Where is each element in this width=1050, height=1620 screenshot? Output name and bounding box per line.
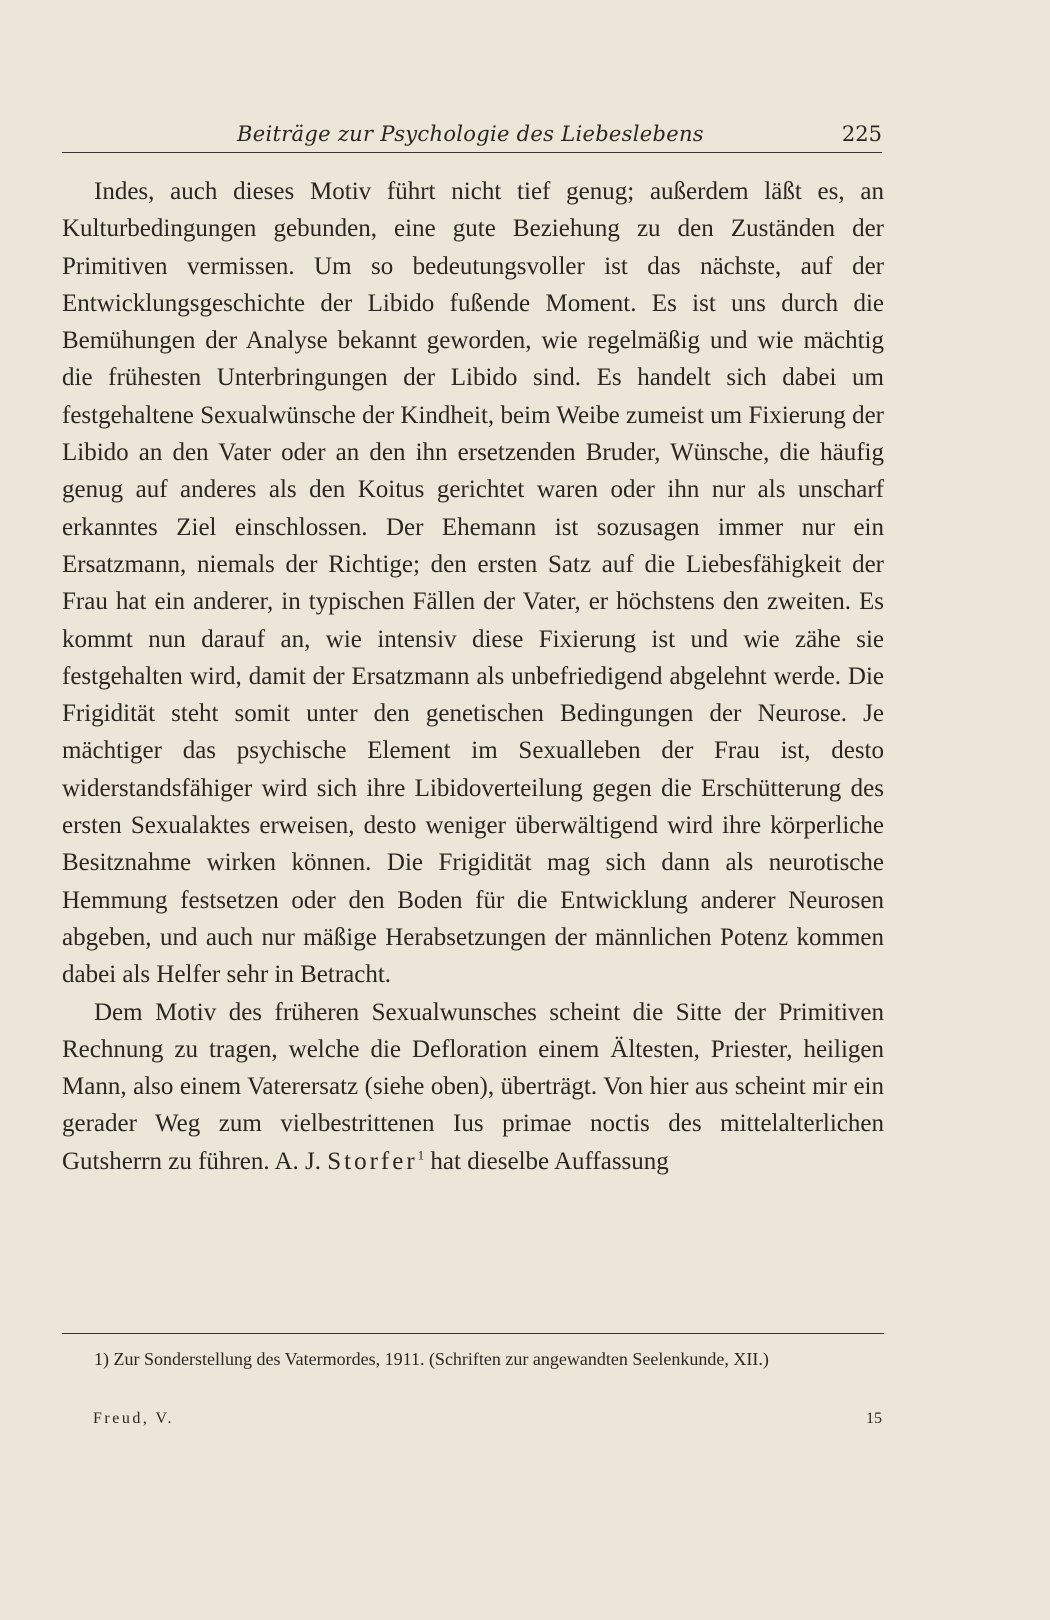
paragraph-1: Indes, auch dieses Motiv führt nicht tief genug; außerdem läßt es, an Kulturbedingungen gebunden, eine gute Beziehung zu den Zuständen der Primitiven vermissen. Um so bedeutungsvoller ist das nächste, auf der Entwicklungsgeschichte der Libido fußende Moment. Es ist uns durch die Bemühungen der Analyse bekannt geworden, wie regelmäßig und wie mächtig die frühesten Unterbringungen der Libido sind. Es handelt sich dabei um festgehaltene Sexualwünsche der Kindheit, beim Weibe zumeist um Fixierung der Libido an den Vater oder an den ihn ersetzenden Bruder, Wünsche, die häufig genug auf anderes als den Koitus gerichtet waren oder ihn nur als unscharf erkanntes Ziel einschlossen. Der Ehemann ist sozusagen immer nur ein Ersatzmann, niemals der Richtige; den ersten Satz auf die Liebesfähigkeit der Frau hat ein anderer, in typischen Fällen der Vater, er höchstens den zweiten. Es kommt nun darauf an, wie intensiv diese Fixierung ist und wie zähe sie festgehalten wird, damit der Ersatzmann als unbefriedigend abgelehnt werde. Die Frigidität steht somit unter den genetischen Bedingungen der Neurose. Je mächtiger das psychische Element im Sexualleben der Frau ist, desto widerstandsfähiger wird sich ihre Libidoverteilung gegen die Erschütterung des ersten Sexualaktes erweisen, desto weniger überwältigend wird ihre körperliche Besitznahme wirken können. Die Frigidität mag sich dann als neurotische Hemmung festsetzen oder den Boden für die Entwicklung anderer Neurosen abgeben, und auch nur mäßige Herabsetzungen der männlichen Potenz kommen dabei als Helfer sehr in Betracht. — [62, 178, 884, 989]
footnote-reference: 1 — [417, 1147, 425, 1163]
author-name-storfer: Storfer — [327, 1147, 418, 1175]
footnote — [62, 1346, 884, 1373]
main-text — [62, 173, 884, 1180]
paragraph-2-end: hat dieselbe Auffassung — [430, 1147, 669, 1175]
sheet-number: 15 — [866, 1410, 882, 1427]
page-number: 225 — [841, 122, 882, 146]
running-title: Beiträge zur Psychologie des Liebeslebens — [237, 122, 704, 146]
footnote-text: 1) Zur Sonderstellung des Vatermordes, 1911. (Schriften zur angewandten Seelenkunde, XII.) — [94, 1349, 769, 1369]
paragraph-2-start: Dem Motiv des früheren Sexualwunsches scheint die Sitte der Primitiven Rechnung zu tragen, welche die Defloration einem Ältesten, Priester, heiligen Mann, also einem Vaterersatz (siehe oben), überträgt. Von hier aus scheint mir ein gerader Weg zum vielbestrittenen Ius primae noctis des mittelalterlichen Gutsherrn zu führen. A. J. — [62, 998, 884, 1175]
paragraph-2 — [62, 994, 884, 1180]
page-header — [62, 118, 882, 153]
footnote-divider — [62, 1333, 884, 1334]
printer-signature: Freud, V. — [93, 1410, 175, 1427]
